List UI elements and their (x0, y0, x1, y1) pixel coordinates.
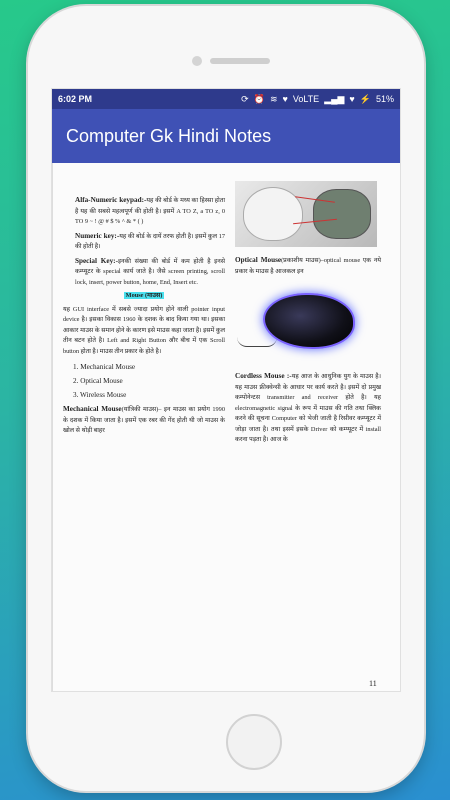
text-special-key: इनकी संख्या की बोर्ड में कम होती है इनसे कम्प्यूटर के special कार्य जाते है। जैसे screen printing, scroll lock, insert, power button, home, End, Insert etc. (75, 257, 225, 286)
left-column (63, 195, 225, 440)
home-button[interactable] (226, 714, 282, 770)
highlighted-heading: Mouse (माउस) (125, 292, 163, 299)
battery-level: 51% (375, 94, 394, 104)
paragraph-alfa-numeric (63, 195, 225, 228)
term-cordless-mouse: Cordless Mouse :- (235, 372, 292, 380)
mouse-board-shape (313, 189, 371, 239)
text-optical-mouse: (प्रकाशीय माउस)–optical mouse एक नये प्रकार के माउस है आजकल इन (235, 257, 381, 275)
app-screen (51, 88, 401, 692)
paragraph-cordless-mouse (235, 371, 381, 446)
wifi-icon: ≋ (269, 93, 278, 104)
app-toolbar (52, 109, 400, 163)
charging-icon: ⚡ (359, 93, 371, 104)
mouse-shell-shape (243, 187, 303, 241)
term-numeric-key: Numeric key:- (75, 231, 120, 240)
paragraph-optical-mouse (235, 255, 381, 277)
mouse-types-list (63, 360, 225, 402)
mechanical-mouse-diagram (235, 181, 377, 247)
paragraph-numeric-key (63, 231, 225, 253)
paragraph-mouse: यह GUI interface में सबसे ज्यादा प्रयोग होने वाली pointer input device है। इसका विकास 1960 के दशक के बाद किया गया था। इसका आकार माउस के समान होने के कारण इसे माउस कहा जाता है। इसमें कुल तीन बटन होते है। Left and Right Button और बीच में एक Scroll button होता है। माउस तीन प्रकार के होते है। (63, 305, 225, 355)
text-cordless-mouse: यह आज के आधुनिक युग के माउस है। यह माउस फ्रीक्वेन्सी के आधार पर कार्य करते है। इसमें दो प्रमुख कम्पोनेन्टस transmitter and receiver होते है। यह electromagnetic signal के रूप में माउस की गति तथा क्लिक करने की सूचना Computer को भेजी जाती है रिसीवर कम्प्यूटर में जोड़ा जाता है। तथा इसमें इसके Driver को कम्प्यूटर में install करना पड़ता है। आज के (235, 373, 381, 443)
mouse-cable-shape (237, 337, 277, 347)
mouse-body-shape (263, 293, 355, 349)
term-mechanical-mouse: Mechanical Mouse (63, 405, 122, 413)
alarm-icon: ⏰ (253, 93, 265, 104)
sync-icon: ⟳ (241, 93, 249, 104)
volte-label: VoLTE (292, 94, 320, 104)
paragraph-special-key (63, 256, 225, 289)
status-icons (241, 94, 394, 105)
page-number: 11 (369, 679, 377, 688)
optical-mouse-photo (235, 283, 381, 363)
term-optical-mouse: Optical Mouse (235, 256, 282, 264)
document-page[interactable] (52, 163, 401, 692)
text-numeric-key: यह की बोर्ड के दायें तरफ होती है। इसमें कुल 17 की होती है। (75, 232, 225, 250)
text-mechanical-mouse: (यांत्रिकी माउस)– इन माउस का प्रयोग 1990 के दशक में किया जाता है। इसमें एक रबर की गेंद होती थी जो माउस के खोल से थोड़ी बाहर (63, 406, 225, 434)
paragraph-mechanical-mouse (63, 404, 225, 437)
list-item: 2. Optical Mouse (73, 377, 123, 385)
term-alfa-numeric: Alfa-Numeric keypad:- (75, 196, 147, 204)
text-alfa-numeric: यह की बोर्ड के मध्य का हिस्सा होता है यह की सबसे महत्वपूर्ण की होती है। इसमें A TO Z, a TO z, 0 TO 9 ~ ! @ # $ % ^ & * ( ) (75, 197, 225, 225)
heart-icon-2: ♥ (349, 94, 355, 104)
status-bar (52, 89, 400, 109)
status-time: 6:02 PM (58, 94, 93, 104)
list-item: 3. Wireless Mouse (73, 391, 127, 399)
mouse-heading (63, 291, 225, 302)
signal-icon: ▂▄▆ (324, 93, 345, 104)
list-item: 1. Mechanical Mouse (73, 363, 136, 371)
right-column (235, 181, 381, 449)
front-camera (192, 56, 202, 66)
term-special-key: Special Key:- (75, 256, 118, 265)
earpiece-speaker (210, 58, 270, 64)
app-title: Computer Gk Hindi Notes (66, 125, 272, 146)
heart-icon: ♥ (282, 94, 288, 104)
